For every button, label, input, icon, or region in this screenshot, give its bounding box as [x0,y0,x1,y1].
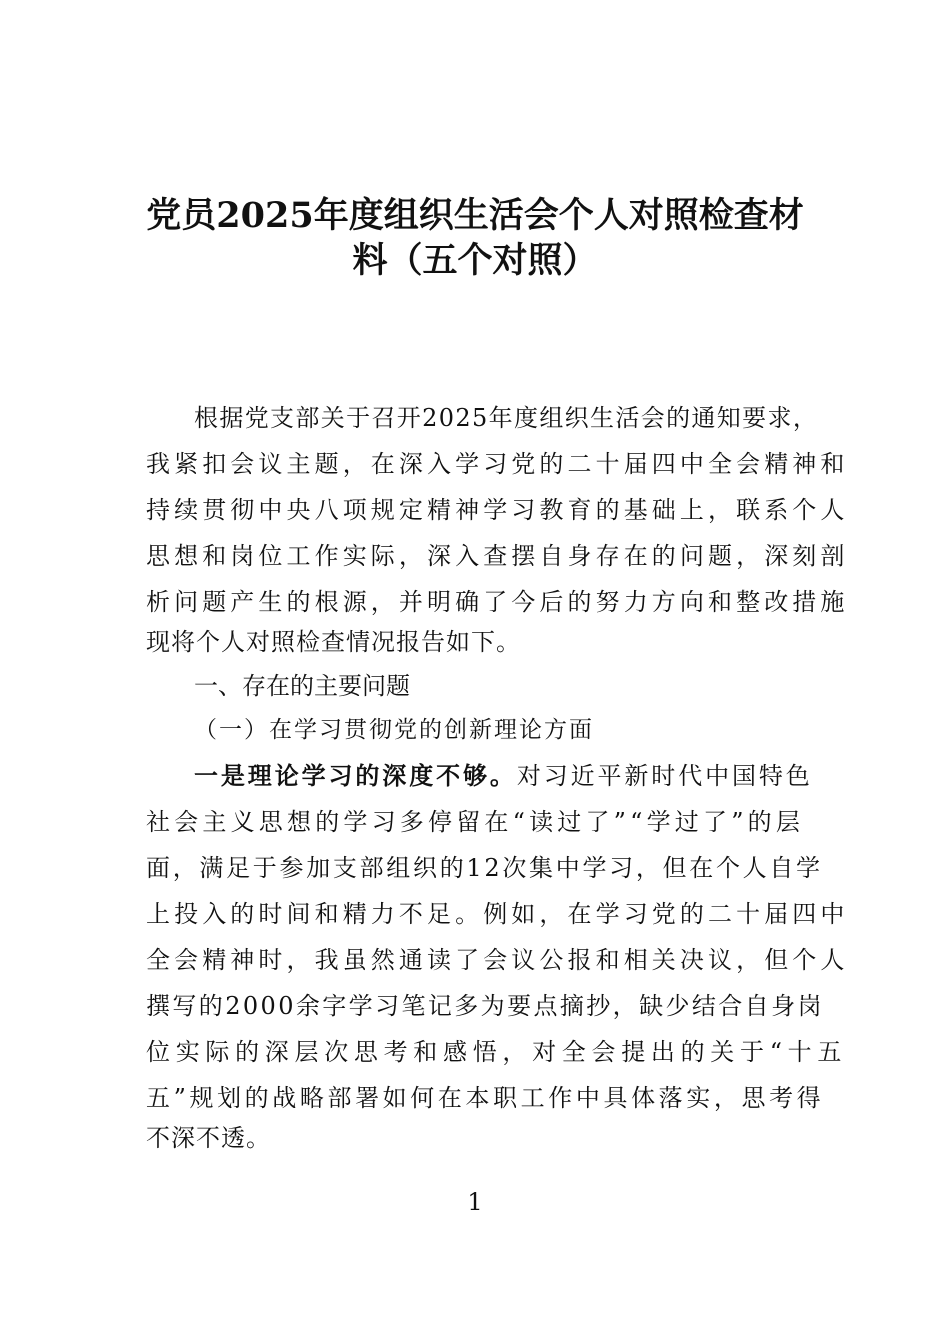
document-title-line-1: 党员2025年度组织生活会个人对照检查材 [146,195,804,236]
point-1-first-line [194,761,813,790]
point-1-lead: 一是理论学习的深度不够。 [194,761,517,790]
page-number: 1 [467,1188,483,1216]
intro-line-5: 析问题产生的根源，并明确了今后的努力方向和整改措施 [146,588,849,616]
point-1-line: 不深不透。 [146,1124,271,1152]
subsection-heading: （一）在学习贯彻党的创新理论方面 [194,717,594,743]
point-1-first-line-text: 对习近平新时代中国特色 [516,762,813,790]
point-1-line: 五”规划的战略部署如何在本职工作中具体落实，思考得 [146,1084,825,1112]
intro-line-6: 现将个人对照检查情况报告如下。 [146,628,521,656]
section-heading: 一、存在的主要问题 [194,672,410,700]
intro-line-3: 持续贯彻中央八项规定精神学习教育的基础上，联系个人 [146,496,849,524]
point-1-line: 社会主义思想的学习多停留在“读过了”“学过了”的层 [146,808,805,836]
point-1-line: 面，满足于参加支部组织的12次集中学习，但在个人自学 [146,854,823,882]
intro-line-2: 我紧扣会议主题，在深入学习党的二十届四中全会精神和 [146,450,849,478]
point-1-line: 位实际的深层次思考和感悟，对全会提出的关于“十五 [146,1038,848,1066]
intro-line-4: 思想和岗位工作实际，深入查摆自身存在的问题，深刻剖 [146,542,849,570]
point-1-line: 撰写的2000余字学习笔记多为要点摘抄，缺少结合自身岗 [146,992,824,1020]
document-title-line-2: 料（五个对照） [352,240,598,281]
intro-line-1: 根据党支部关于召开2025年度组织生活会的通知要求， [194,404,819,432]
point-1-line: 上投入的时间和精力不足。例如，在学习党的二十届四中 [146,900,849,928]
point-1-line: 全会精神时，我虽然通读了会议公报和相关决议，但个人 [146,946,849,974]
